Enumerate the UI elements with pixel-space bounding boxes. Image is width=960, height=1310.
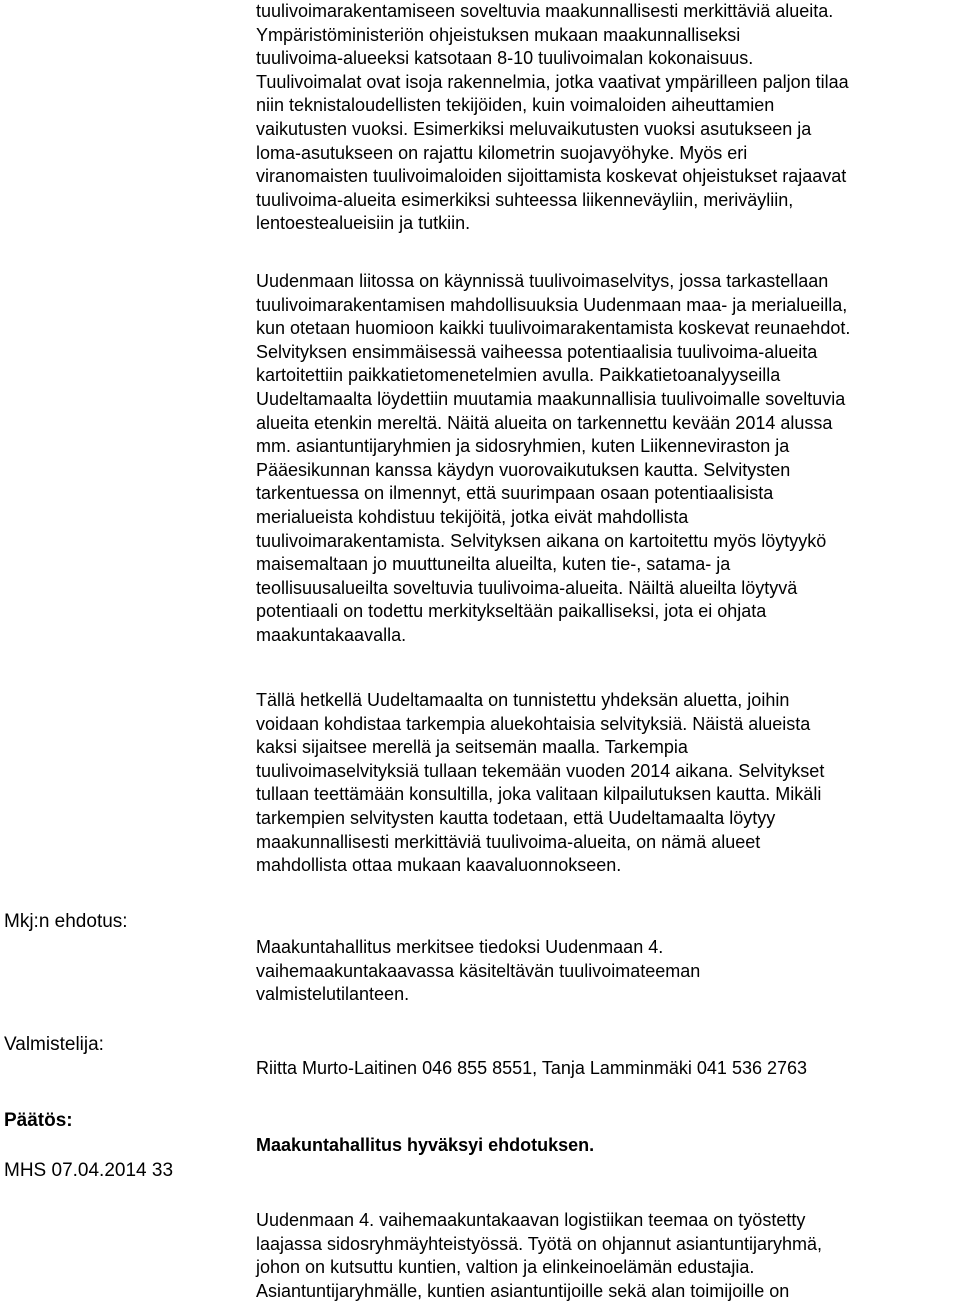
body-paragraph-3: Tällä hetkellä Uudeltamaalta on tunnistettu yhdeksän aluetta, joihin voidaan kohdistaa tarkempia aluekohtaisia selvityksiä. Näistä alueista kaksi sijaitsee merellä ja seitsemän maalla. Tarkempia tuulivoimaselvityksiä tullaan tekemään vuoden 2014 aikana. Selvitykset tullaan teettämään konsultilla, joka valitaan kilpailutuksen kautta. Mikäli tarkempien selvitysten kautta todetaan, että Uudeltamaalta löytyy maakunnallisesti merkittäviä tuulivoima-alueita, on nämä alueet mahdollista ottaa mukaan kaavaluonnokseen. [256, 690, 825, 876]
meeting-reference: MHS 07.04.2014 33 [4, 1160, 174, 1181]
proposal-label: Mkj:n ehdotus: [4, 911, 128, 932]
decision-text: Maakuntahallitus hyväksyi ehdotuksen. [256, 1135, 595, 1155]
preparer-label: Valmistelija: [4, 1034, 104, 1055]
decision-label: Päätös: [4, 1110, 73, 1131]
preparer-text: Riitta Murto-Laitinen 046 855 8551, Tanja Lamminmäki 041 536 2763 [256, 1058, 808, 1078]
proposal-text: Maakuntahallitus merkitsee tiedoksi Uudenmaan 4. vaihemaakuntakaavassa käsiteltävän tuulivoimateeman valmistelutilanteen. [256, 937, 701, 1005]
body-paragraph-2: Uudenmaan liitossa on käynnissä tuulivoimaselvitys, jossa tarkastellaan tuulivoimarakentamisen mahdollisuuksia Uudenmaan maa- ja merialueilla, kun otetaan huomioon kaikki tuulivoimarakentamista koskevat reunaehdot. Selvityksen ensimmäisessä vaiheessa potentiaalisia tuulivoima-alueita kartoitettiin paikkatietomenetelmien avulla. Paikkatietoanalyyseilla Uudeltamaalta löydettiin muutamia maakunnallisia tuulivoimalle soveltuvia alueita etenkin mereltä. Näitä alueita on tarkennettu kevään 2014 alussa mm. asiantuntijaryhmien ja sidosryhmien, kuten Liikenneviraston ja Pääesikunnan kanssa käydyn vuorovaikutuksen kautta. Selvitysten tarkentuessa on ilmennyt, että suurimpaan osaan potentiaalisista merialueista kohdistuu tekijöitä, jotka eivät mahdollista tuulivoimarakentamista. Selvityksen aikana on kartoitettu myös löytyykö maisemaltaan jo muuttuneilta alueilta, kuten tie-, satama- ja teollisuusalueilta soveltuvia tuulivoima-alueita. Näiltä alueilta löytyvä potentiaali on todettu merkitykseltään paikalliseksi, jota ei ohjata maakuntakaavalla. [256, 271, 851, 645]
closing-paragraph: Uudenmaan 4. vaihemaakuntakaavan logistiikan teemaa on työstetty laajassa sidosryhmäyhteistyössä. Työtä on ohjannut asiantuntijaryhmä, johon on kutsuttu kuntien, valtion ja elinkeinoelämän edustajia. Asiantuntijaryhmälle, kuntien asiantuntijoille sekä alan toimijoille on [256, 1210, 822, 1301]
body-paragraph-1: tuulivoimarakentamiseen soveltuvia maakunnallisesti merkittäviä alueita. Ympäristöministeriön ohjeistuksen mukaan maakunnalliseksi tuulivoima-alueeksi katsotaan 8-10 tuulivoimalan kokonaisuus. Tuulivoimalat ovat isoja rakennelmia, jotka vaativat ympärilleen paljon tilaa niin teknistaloudellisten tekijöiden, kuin voimaloiden aiheuttamien vaikutusten vuoksi. Esimerkiksi meluvaikutusten vuoksi asutukseen ja loma-asutukseen on rajattu kilometrin suojavyöhyke. Myös eri viranomaisten tuulivoimaloiden sijoittamista koskevat ohjeistukset rajaavat tuulivoima-alueita esimerkiksi suhteessa liikenneväyliin, meriväyliin, lentoestealueisiin ja tutkiin. [256, 1, 849, 234]
